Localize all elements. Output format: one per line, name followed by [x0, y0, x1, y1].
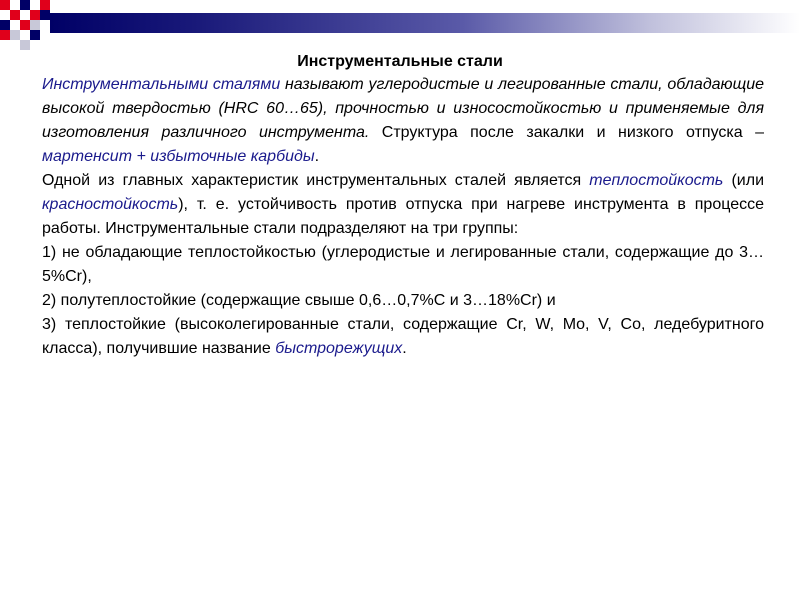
- checker-square: [10, 10, 20, 20]
- checker-square: [30, 10, 40, 20]
- checker-square: [10, 20, 20, 30]
- checker-square: [0, 10, 10, 20]
- list-item-group-3: [42, 313, 764, 361]
- header-gradient-bar: [50, 13, 800, 33]
- checker-square: [30, 30, 40, 40]
- checker-square: [0, 0, 10, 10]
- checker-square: [20, 0, 30, 10]
- checker-square: [10, 0, 20, 10]
- checker-square: [40, 10, 50, 20]
- checker-square: [20, 30, 30, 40]
- text-segment: ), т. е. устойчивость против отпуска при нагреве инструмента в процессе работы. Инструментальные стали подразделяют на три группы:: [42, 196, 764, 237]
- text-segment: 1) не обладающие теплостойкостью (углеродистые и легированные стали, содержащие до 3…5%Cr),: [42, 244, 764, 285]
- paragraph-characteristics: [42, 169, 764, 241]
- checker-square: [0, 30, 10, 40]
- checker-square: [20, 20, 30, 30]
- text-segment: Инструментальными сталями: [42, 76, 281, 93]
- slide-body: [42, 73, 764, 361]
- text-segment: быстрорежущих: [275, 340, 403, 357]
- text-segment: теплостойкость: [589, 172, 724, 189]
- checker-square: [30, 20, 40, 30]
- text-segment: .: [402, 340, 407, 357]
- paragraph-definition: [42, 73, 764, 169]
- checker-square: [20, 40, 30, 50]
- list-item-group-2: [42, 289, 764, 313]
- checker-decoration: [0, 0, 60, 50]
- text-segment: называют углеродистые и легированные стали, обладающие высокой твердостью (HRC 60…65), прочностью и износостойкостью и применяемые для изготовления различного инструмента.: [42, 76, 765, 141]
- text-segment: Структура после закалки и низкого отпуска –: [369, 124, 764, 141]
- slide-title: Инструментальные стали: [297, 53, 503, 70]
- text-segment: 3) теплостойкие (высоколегированные стали, содержащие Cr, W, Mo, V, Co, ледебуритного класса), получившие название: [42, 316, 764, 357]
- checker-square: [20, 10, 30, 20]
- text-segment: красностойкость: [42, 196, 179, 213]
- text-segment: (или: [723, 172, 765, 189]
- list-item-group-1: [42, 241, 764, 289]
- text-segment: мартенсит + избыточные карбиды: [42, 148, 315, 165]
- text-segment: 2) полутеплостойкие (содержащие свыше 0,6…0,7%С и 3…18%Cr) и: [42, 292, 556, 309]
- checker-square: [10, 30, 20, 40]
- checker-square: [0, 20, 10, 30]
- text-segment: Одной из главных характеристик инструментальных сталей является: [42, 172, 590, 189]
- checker-square: [40, 0, 50, 10]
- text-segment: .: [314, 148, 320, 165]
- checker-square: [30, 0, 40, 10]
